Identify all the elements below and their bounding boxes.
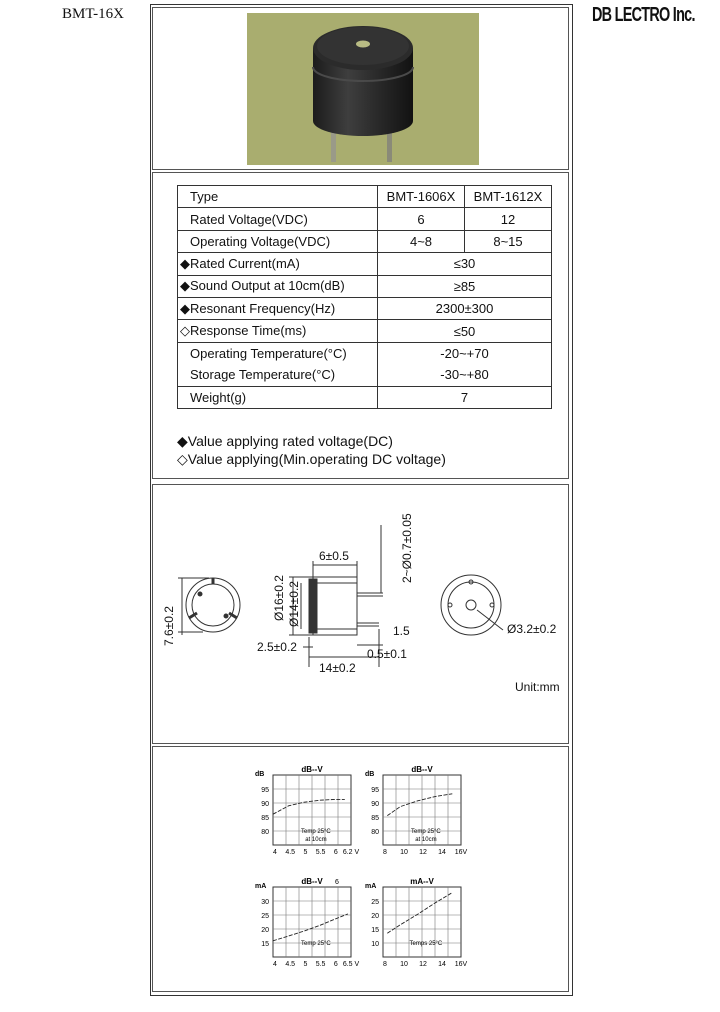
x-tick-label: 6 [333, 849, 338, 856]
y-tick-label: 20 [371, 913, 379, 920]
performance-charts [153, 747, 568, 991]
x-tick-label: 14 [438, 849, 446, 856]
y-tick-label: 95 [261, 787, 269, 794]
chart-extra-label: 6 [335, 879, 339, 886]
spec-value: -30~+80 [378, 364, 552, 386]
dimension-drawing [153, 485, 568, 743]
y-tick-label: 80 [371, 829, 379, 836]
spec-header-label: Type [178, 186, 378, 208]
y-axis-label: dB [365, 771, 375, 778]
photo-panel [152, 7, 569, 170]
y-tick-label: 15 [371, 927, 379, 934]
spec-value: ≤30 [378, 253, 552, 275]
y-axis-label: mA [255, 883, 267, 890]
spec-label: ◇Response Time(ms) [178, 320, 378, 342]
x-tick-label: 16V [454, 961, 468, 968]
chart-annotation: Temp 25°C [411, 829, 441, 835]
spec-row [178, 253, 552, 275]
unit-label: Unit:mm [515, 680, 560, 694]
x-tick-label: 14 [438, 961, 446, 968]
chart-series-line [387, 794, 452, 816]
specifications-panel [152, 172, 569, 479]
charts-panel [152, 746, 569, 992]
spec-row [178, 275, 552, 297]
chart-series-line [273, 914, 348, 941]
x-tick-label: 4.5 [285, 961, 296, 968]
y-tick-label: 85 [371, 815, 379, 822]
dimension-panel [152, 484, 569, 744]
chart-series-line [273, 799, 345, 814]
spec-row [178, 320, 552, 342]
x-tick-label: 4 [273, 849, 277, 856]
x-tick-label: 6 [333, 961, 338, 968]
x-tick-label: 8 [383, 849, 387, 856]
spec-table [177, 185, 552, 409]
spec-row [178, 364, 552, 386]
brand-logo: DB LECTRO Inc. [592, 4, 695, 26]
spec-value: 12 [465, 208, 552, 230]
y-tick-label: 30 [261, 899, 269, 906]
buzzer-photo-icon [247, 13, 479, 165]
dim-0-5-0-1: 0.5±0.1 [367, 647, 407, 661]
x-tick-label: 5 [303, 849, 308, 856]
y-tick-label: 95 [371, 787, 379, 794]
chart-series-line [387, 893, 452, 934]
spec-header-col1: BMT-1606X [378, 186, 465, 208]
x-tick-label: 12 [419, 961, 427, 968]
chart-annotation: Temp 25°C [301, 829, 331, 835]
x-tick-label: 4 [273, 961, 277, 968]
legend-min: ◇Value applying(Min.operating DC voltage) [177, 451, 446, 467]
spec-value: 6 [378, 208, 465, 230]
spec-label: Weight(g) [178, 386, 378, 408]
chart-title: mA--V [410, 877, 434, 886]
dim-14-dia: Ø14±0.2 [287, 581, 301, 627]
spec-label: ◆Sound Output at 10cm(dB) [178, 275, 378, 297]
dim-7-6: 7.6±0.2 [162, 606, 176, 646]
spec-value: 4~8 [378, 230, 465, 252]
spec-row [178, 342, 552, 364]
spec-label: Operating Voltage(VDC) [178, 230, 378, 252]
spec-row [178, 297, 552, 319]
spec-header-col2: BMT-1612X [465, 186, 552, 208]
spec-header-row [178, 186, 552, 208]
spec-label: Storage Temperature(°C) [178, 364, 378, 386]
dim-3-2: Ø3.2±0.2 [507, 622, 557, 636]
spec-value: 7 [378, 386, 552, 408]
y-tick-label: 90 [371, 801, 379, 808]
spec-value: ≥85 [378, 275, 552, 297]
y-tick-label: 10 [371, 941, 379, 948]
legend-rated: ◆Value applying rated voltage(DC) [177, 433, 393, 449]
y-tick-label: 80 [261, 829, 269, 836]
spec-label: Operating Temperature(°C) [178, 342, 378, 364]
x-tick-label: 5.5 [315, 961, 326, 968]
product-photo [247, 13, 479, 165]
y-tick-label: 85 [261, 815, 269, 822]
x-tick-label: 12 [419, 849, 427, 856]
spec-row [178, 230, 552, 252]
y-axis-label: mA [365, 883, 377, 890]
chart-title: dB--V [301, 765, 323, 774]
chart-title: dB--V [411, 765, 433, 774]
dim-14-0-2: 14±0.2 [319, 661, 356, 675]
dim-pin-diameter: 2~Ø0.7±0.05 [400, 513, 414, 583]
spec-value: 8~15 [465, 230, 552, 252]
spec-value: -20~+70 [378, 342, 552, 364]
y-tick-label: 20 [261, 927, 269, 934]
chart-annotation: at 10cm [305, 837, 327, 843]
x-tick-label: 16V [454, 849, 468, 856]
side-view-body [313, 577, 357, 635]
x-tick-label: 5.5 [315, 849, 326, 856]
x-tick-label: 5 [303, 961, 308, 968]
spec-value: ≤50 [378, 320, 552, 342]
spec-value: 2300±300 [378, 297, 552, 319]
dim-1-5: 1.5 [393, 624, 410, 638]
y-tick-label: 15 [261, 941, 269, 948]
spec-row [178, 208, 552, 230]
spec-row [178, 386, 552, 408]
chart-annotation: at 10cm [415, 837, 437, 843]
x-tick-label: 4.5 [285, 849, 296, 856]
x-tick-label: 6.2 V [342, 849, 360, 856]
chart-title: dB--V [301, 877, 323, 886]
x-tick-label: 8 [383, 961, 387, 968]
model-code: BMT-16X [62, 6, 124, 22]
x-tick-label: 6.5 V [342, 961, 360, 968]
top-view-outer-icon [186, 578, 240, 632]
y-tick-label: 90 [261, 801, 269, 808]
chart-annotation: Temps 25°C [409, 941, 443, 947]
dim-2-5: 2.5±0.2 [257, 640, 297, 654]
chart-annotation: Temp 25°C [301, 941, 331, 947]
y-tick-label: 25 [371, 899, 379, 906]
y-axis-label: dB [255, 771, 265, 778]
dim-16-dia: Ø16±0.2 [272, 575, 286, 621]
y-tick-label: 25 [261, 913, 269, 920]
spec-label: ◆Rated Current(mA) [178, 253, 378, 275]
x-tick-label: 10 [400, 849, 408, 856]
spec-label: ◆Resonant Frequency(Hz) [178, 297, 378, 319]
dim-6-0-5: 6±0.5 [319, 549, 349, 563]
spec-label: Rated Voltage(VDC) [178, 208, 378, 230]
x-tick-label: 10 [400, 961, 408, 968]
